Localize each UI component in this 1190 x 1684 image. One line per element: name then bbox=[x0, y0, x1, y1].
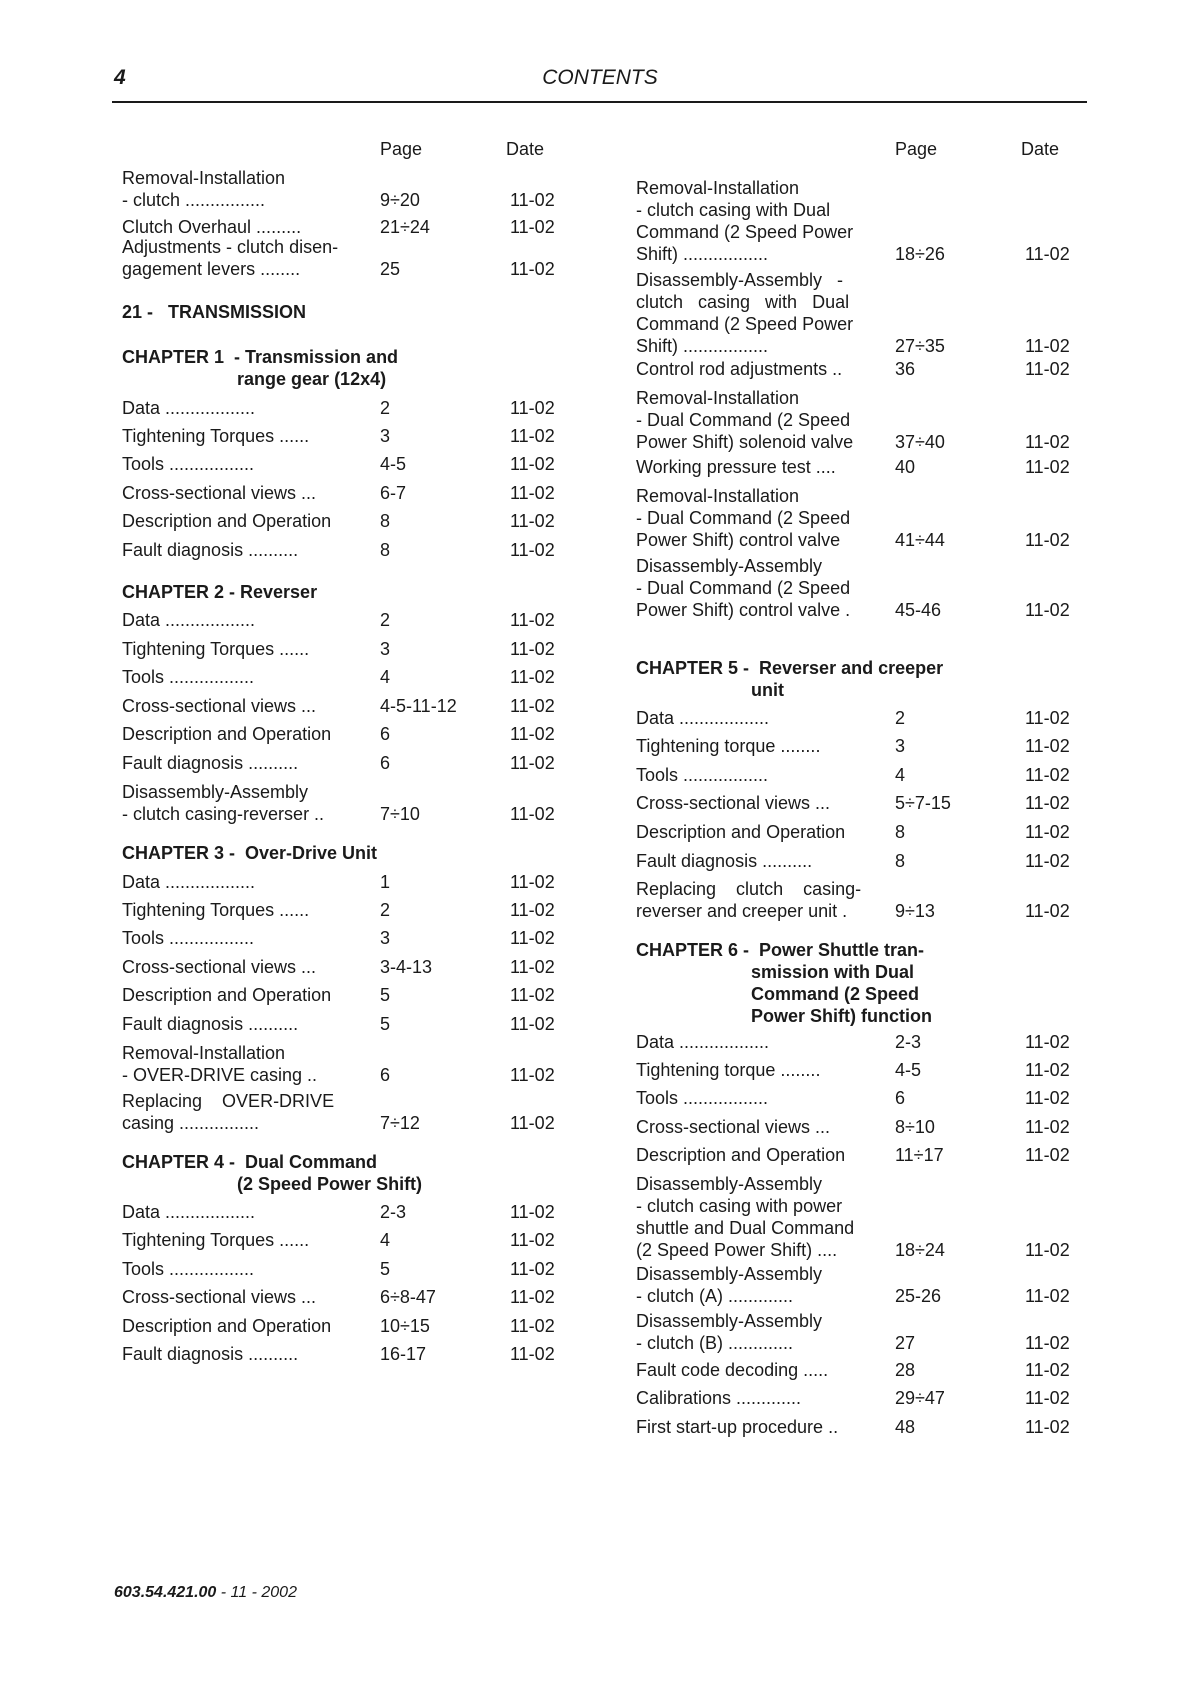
toc-entry-title: Tools ................. bbox=[122, 928, 255, 948]
toc-entry-page: 3 bbox=[380, 426, 391, 446]
toc-entry-date: 11-02 bbox=[510, 753, 555, 773]
toc-entry-title: Description and Operation bbox=[636, 1145, 846, 1165]
toc-entry-date: 11-02 bbox=[510, 1113, 555, 1133]
toc-entry-page: 8 bbox=[895, 851, 906, 871]
toc-entry-page: 9÷20 bbox=[380, 190, 420, 210]
toc-entry-title: Tightening torque ........ bbox=[636, 1060, 821, 1080]
section-heading: CHAPTER 1 - Transmission and range gear (12x4) bbox=[122, 347, 399, 389]
toc-entry-date: 11-02 bbox=[510, 511, 555, 531]
toc-entry-title: Data .................. bbox=[122, 1202, 256, 1222]
toc-entry-title: Data .................. bbox=[122, 610, 256, 630]
toc-entry-date: 11-02 bbox=[510, 872, 555, 892]
toc-entry-page: 8 bbox=[895, 822, 906, 842]
toc-entry-date: 11-02 bbox=[510, 957, 555, 977]
toc-entry-page: 2-3 bbox=[380, 1202, 407, 1222]
toc-entry-title: Replacing OVER-DRIVE casing ................ bbox=[122, 1091, 335, 1133]
toc-entry-date: 11-02 bbox=[1025, 359, 1070, 379]
toc-entry-date: 11-02 bbox=[510, 1316, 555, 1336]
toc-entry-title: Fault diagnosis .......... bbox=[122, 753, 299, 773]
toc-entry-title: Cross-sectional views ... bbox=[636, 1117, 831, 1137]
toc-entry-title: Removal-Installation - clutch casing with Dual Command (2 Speed Power Shift) ................. bbox=[636, 178, 854, 264]
toc-entry-title: Tools ................. bbox=[122, 1259, 255, 1279]
toc-entry-title: Fault diagnosis .......... bbox=[122, 540, 299, 560]
toc-entry-page: 21÷24 bbox=[380, 217, 430, 237]
toc-entry-page: 8 bbox=[380, 511, 391, 531]
toc-entry-page: 5 bbox=[380, 1259, 391, 1279]
toc-entry-date: 11-02 bbox=[1025, 765, 1070, 785]
toc-entry-date: 11-02 bbox=[1025, 1060, 1070, 1080]
toc-entry-page: 6 bbox=[380, 724, 391, 744]
toc-entry-page: 6-7 bbox=[380, 483, 407, 503]
toc-entry-page: 2 bbox=[380, 610, 391, 630]
footer-edition: - 11 - 2002 bbox=[216, 1584, 297, 1601]
toc-entry-date: 11-02 bbox=[510, 483, 555, 503]
toc-entry-date: 11-02 bbox=[510, 1014, 555, 1034]
section-heading: CHAPTER 2 - Reverser bbox=[122, 582, 318, 602]
toc-entry-date: 11-02 bbox=[1025, 1333, 1070, 1353]
toc-entry-page: 16-17 bbox=[380, 1344, 427, 1364]
toc-entry-date: 11-02 bbox=[1025, 1417, 1070, 1437]
toc-entry-title: Disassembly-Assembly - clutch (B) ............. bbox=[636, 1311, 823, 1353]
toc-entry-date: 11-02 bbox=[510, 610, 555, 630]
toc-entry-title: Working pressure test .... bbox=[636, 457, 836, 477]
toc-entry-page: 6 bbox=[895, 1088, 906, 1108]
section-heading: CHAPTER 3 - Over-Drive Unit bbox=[122, 843, 378, 863]
toc-entry-title: Clutch Overhaul ......... bbox=[122, 217, 302, 237]
toc-entry-date: 11-02 bbox=[1025, 1117, 1070, 1137]
toc-entry-page: 8÷10 bbox=[895, 1117, 935, 1137]
toc-entry-title: Fault code decoding ..... bbox=[636, 1360, 829, 1380]
toc-entry-page: 5÷7-15 bbox=[895, 793, 951, 813]
toc-entry-date: 11-02 bbox=[1025, 432, 1070, 452]
toc-entry-title: Description and Operation bbox=[636, 822, 846, 842]
toc-entry-date: 11-02 bbox=[510, 1202, 555, 1222]
toc-entry-date: 11-02 bbox=[1025, 1388, 1070, 1408]
toc-entry-title: Disassembly-Assembly - clutch casing-reverser .. bbox=[122, 782, 325, 824]
toc-entry-title: Cross-sectional views ... bbox=[122, 1287, 317, 1307]
toc-entry-title: Tightening Torques ...... bbox=[122, 426, 310, 446]
toc-entry-date: 11-02 bbox=[1025, 1360, 1070, 1380]
toc-entry-title: Removal-Installation - clutch ................ bbox=[122, 168, 286, 210]
column-header-page: Page bbox=[380, 139, 423, 159]
toc-entry-page: 2 bbox=[380, 398, 391, 418]
toc-entry-page: 4-5 bbox=[895, 1060, 922, 1080]
toc-entry-date: 11-02 bbox=[510, 1065, 555, 1085]
toc-entry-title: Replacing clutch casing- reverser and creeper unit . bbox=[636, 879, 862, 921]
toc-entry-page: 2 bbox=[380, 900, 391, 920]
toc-entry-page: 5 bbox=[380, 985, 391, 1005]
toc-entry-page: 4-5 bbox=[380, 454, 407, 474]
toc-entry-page: 7÷10 bbox=[380, 804, 420, 824]
toc-entry-date: 11-02 bbox=[1025, 530, 1070, 550]
toc-entry-title: Cross-sectional views ... bbox=[122, 696, 317, 716]
toc-entry-date: 11-02 bbox=[1025, 901, 1070, 921]
toc-entry-date: 11-02 bbox=[510, 426, 555, 446]
toc-entry-title: Tightening torque ........ bbox=[636, 736, 821, 756]
toc-entry-page: 8 bbox=[380, 540, 391, 560]
toc-entry-page: 3 bbox=[380, 928, 391, 948]
toc-entry-date: 11-02 bbox=[1025, 708, 1070, 728]
toc-entry-title: Removal-Installation - Dual Command (2 Speed Power Shift) solenoid valve bbox=[636, 388, 854, 452]
section-heading: 21 - TRANSMISSION bbox=[122, 302, 307, 322]
toc-entry-title: Data .................. bbox=[122, 398, 256, 418]
toc-entry-title: Adjustments - clutch disen- gagement levers ........ bbox=[122, 237, 339, 279]
page-title: CONTENTS bbox=[542, 66, 658, 89]
toc-entry-date: 11-02 bbox=[510, 900, 555, 920]
toc-entry-page: 6 bbox=[380, 1065, 391, 1085]
toc-entry-date: 11-02 bbox=[510, 985, 555, 1005]
toc-entry-page: 6÷8-47 bbox=[380, 1287, 436, 1307]
toc-entry-title: Description and Operation bbox=[122, 511, 332, 531]
toc-entry-title: Tightening Torques ...... bbox=[122, 900, 310, 920]
toc-entry-title: Data .................. bbox=[636, 708, 770, 728]
toc-entry-title: Description and Operation bbox=[122, 724, 332, 744]
toc-entry-title: Tightening Torques ...... bbox=[122, 639, 310, 659]
toc-entry-date: 11-02 bbox=[1025, 1286, 1070, 1306]
toc-entry-date: 11-02 bbox=[1025, 600, 1070, 620]
footer-code: 603.54.421.00 bbox=[114, 1584, 217, 1601]
toc-entry-title: Description and Operation bbox=[122, 1316, 332, 1336]
column-header-date: Date bbox=[1021, 139, 1060, 159]
toc-entry-title: Fault diagnosis .......... bbox=[122, 1344, 299, 1364]
toc-entry-page: 11÷17 bbox=[895, 1145, 944, 1165]
toc-entry-page: 45-46 bbox=[895, 600, 942, 620]
column-header-page: Page bbox=[895, 139, 938, 159]
toc-entry-date: 11-02 bbox=[1025, 457, 1070, 477]
toc-entry-page: 5 bbox=[380, 1014, 391, 1034]
toc-entry-date: 11-02 bbox=[510, 1259, 555, 1279]
toc-entry-date: 11-02 bbox=[1025, 822, 1070, 842]
toc-entry-page: 4 bbox=[380, 667, 391, 687]
toc-entry-date: 11-02 bbox=[510, 804, 555, 824]
toc-entry-date: 11-02 bbox=[510, 928, 555, 948]
toc-entry-page: 4 bbox=[380, 1230, 391, 1250]
toc-entry-date: 11-02 bbox=[1025, 851, 1070, 871]
toc-entry-title: Removal-Installation - Dual Command (2 Speed Power Shift) control valve bbox=[636, 486, 851, 550]
toc-entry-title: Disassembly-Assembly - clutch casing with Dual Command (2 Speed Power Shift) ................. bbox=[636, 270, 854, 356]
toc-entry-date: 11-02 bbox=[1025, 336, 1070, 356]
section-heading: CHAPTER 6 - Power Shuttle tran- smission with Dual Command (2 Speed Power Shift) function bbox=[636, 940, 933, 1026]
toc-entry-page: 3-4-13 bbox=[380, 957, 433, 977]
toc-entry-page: 9÷13 bbox=[895, 901, 935, 921]
toc-entry-date: 11-02 bbox=[1025, 244, 1070, 264]
toc-entry-title: Cross-sectional views ... bbox=[122, 957, 317, 977]
toc-entry-page: 25 bbox=[380, 259, 401, 279]
toc-entry-date: 11-02 bbox=[510, 1344, 555, 1364]
toc-entry-title: Cross-sectional views ... bbox=[122, 483, 317, 503]
toc-entry-page: 18÷24 bbox=[895, 1240, 945, 1260]
toc-entry-page: 48 bbox=[895, 1417, 916, 1437]
toc-entry-date: 11-02 bbox=[510, 259, 555, 279]
toc-entry-date: 11-02 bbox=[510, 724, 555, 744]
header-rule bbox=[112, 101, 1087, 103]
toc-entry-date: 11-02 bbox=[510, 667, 555, 687]
toc-entry-page: 40 bbox=[895, 457, 916, 477]
toc-entry-page: 10÷15 bbox=[380, 1316, 430, 1336]
toc-entry-page: 2-3 bbox=[895, 1032, 922, 1052]
toc-entry-date: 11-02 bbox=[510, 1230, 555, 1250]
toc-entry-date: 11-02 bbox=[510, 639, 555, 659]
toc-entry-page: 3 bbox=[380, 639, 391, 659]
page-number: 4 bbox=[114, 66, 126, 89]
toc-entry-page: 25-26 bbox=[895, 1286, 942, 1306]
section-heading: CHAPTER 4 - Dual Command (2 Speed Power Shift) bbox=[122, 1152, 423, 1194]
toc-entry-page: 37÷40 bbox=[895, 432, 945, 452]
toc-entry-date: 11-02 bbox=[1025, 736, 1070, 756]
toc-entry-title: Tightening Torques ...... bbox=[122, 1230, 310, 1250]
toc-entry-date: 11-02 bbox=[510, 398, 555, 418]
toc-entry-page: 27÷35 bbox=[895, 336, 945, 356]
toc-entry-page: 2 bbox=[895, 708, 906, 728]
toc-entry-page: 1 bbox=[380, 872, 391, 892]
toc-entry-date: 11-02 bbox=[510, 1287, 555, 1307]
toc-entry-date: 11-02 bbox=[1025, 1145, 1070, 1165]
section-heading: CHAPTER 5 - Reverser and creeper unit bbox=[636, 658, 944, 700]
toc-entry-page: 7÷12 bbox=[380, 1113, 420, 1133]
toc-entry-title: Description and Operation bbox=[122, 985, 332, 1005]
toc-entry-date: 11-02 bbox=[1025, 1240, 1070, 1260]
toc-entry-date: 11-02 bbox=[510, 696, 555, 716]
footer bbox=[114, 1584, 297, 1602]
toc-entry-page: 6 bbox=[380, 753, 391, 773]
toc-entry-page: 27 bbox=[895, 1333, 916, 1353]
toc-entry-title: Tools ................. bbox=[122, 667, 255, 687]
toc-entry-page: 18÷26 bbox=[895, 244, 945, 264]
toc-entry-date: 11-02 bbox=[510, 217, 555, 237]
toc-entry-title: Data .................. bbox=[636, 1032, 770, 1052]
toc-entry-date: 11-02 bbox=[510, 454, 555, 474]
column-header-date: Date bbox=[506, 139, 545, 159]
toc-entry-title: Tools ................. bbox=[636, 1088, 769, 1108]
toc-entry-title: First start-up procedure .. bbox=[636, 1417, 839, 1437]
toc-entry-title: Removal-Installation - OVER-DRIVE casing .. bbox=[122, 1043, 318, 1085]
toc-entry-title: Disassembly-Assembly - clutch (A) ............. bbox=[636, 1264, 823, 1306]
toc-entry-date: 11-02 bbox=[1025, 793, 1070, 813]
toc-entry-date: 11-02 bbox=[510, 190, 555, 210]
toc-entry-date: 11-02 bbox=[1025, 1088, 1070, 1108]
toc-entry-title: Tools ................. bbox=[636, 765, 769, 785]
toc-entry-title: Data .................. bbox=[122, 872, 256, 892]
toc-entry-title: Disassembly-Assembly - clutch casing with power shuttle and Dual Command (2 Speed Power Shift) .... bbox=[636, 1174, 855, 1260]
toc-entry-page: 29÷47 bbox=[895, 1388, 945, 1408]
toc-entry-date: 11-02 bbox=[1025, 1032, 1070, 1052]
toc-entry-date: 11-02 bbox=[510, 540, 555, 560]
toc-entry-page: 36 bbox=[895, 359, 916, 379]
toc-entry-title: Control rod adjustments .. bbox=[636, 359, 843, 379]
toc-entry-title: Fault diagnosis .......... bbox=[636, 851, 813, 871]
toc-entry-page: 3 bbox=[895, 736, 906, 756]
toc-entry-page: 4-5-11-12 bbox=[380, 696, 457, 716]
toc-entry-page: 41÷44 bbox=[895, 530, 945, 550]
toc-entry-title: Cross-sectional views ... bbox=[636, 793, 831, 813]
toc-entry-page: 4 bbox=[895, 765, 906, 785]
toc-entry-title: Calibrations ............. bbox=[636, 1388, 802, 1408]
toc-entry-title: Fault diagnosis .......... bbox=[122, 1014, 299, 1034]
toc-entry-title: Tools ................. bbox=[122, 454, 255, 474]
toc-entry-title: Disassembly-Assembly - Dual Command (2 Speed Power Shift) control valve . bbox=[636, 556, 851, 620]
toc-entry-page: 28 bbox=[895, 1360, 916, 1380]
